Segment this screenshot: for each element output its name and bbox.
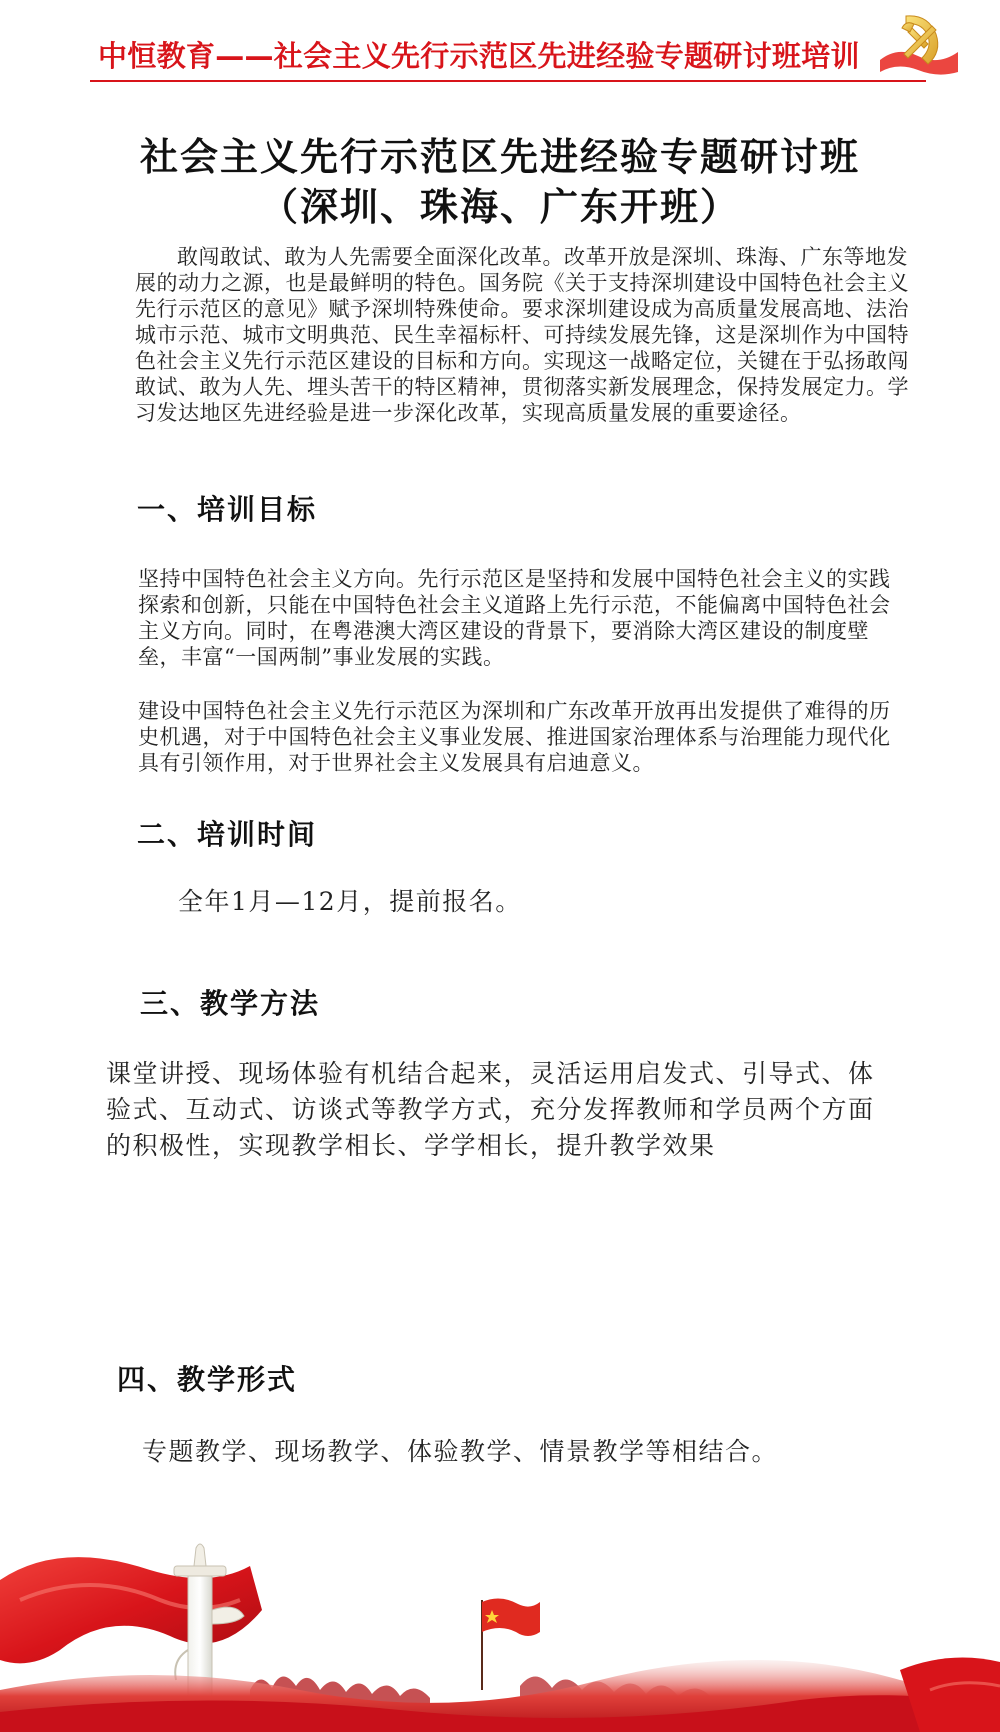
party-emblem-icon (876, 6, 960, 78)
document-title-line1: 社会主义先行示范区先进经验专题研讨班 (139, 134, 860, 179)
methods-text: 课堂讲授、现场体验有机结合起来，灵活运用启发式、引导式、体验式、互动式、访谈式等教学方式，充分发挥教师和学员两个方面的积极性，实现教学相长、学学相长，提升教学效果 (106, 1059, 875, 1160)
page-header (0, 0, 1000, 92)
goals-paragraph-1: 坚持中国特色社会主义方向。先行示范区是坚持和发展中国特色社会主义的实践探索和创新，只能在中国特色社会主义道路上先行示范，不能偏离中国特色社会主义方向。同时，在粤港澳大湾区建设的背景下，要消除大湾区建设的制度壁垒，丰富“一国两制”事业发展的实践。 (138, 567, 891, 669)
document-title-line2: （深圳、珠海、广东开班） (259, 184, 740, 229)
section-heading-time: 二、培训时间 (137, 818, 318, 851)
intro-paragraph: 敢闯敢试、敢为人先需要全面深化改革。改革开放是深圳、珠海、广东等地发展的动力之源，也是最鲜明的特色。国务院《关于支持深圳建设中国特色社会主义先行示范区的意见》赋予深圳特殊使命。要求深圳建设成为高质量发展高地、法治城市示范、城市文明典范、民生幸福标杆、可持续发展先锋，这是深圳作为中国特色社会主义先行示范区建设的目标和方向。实现这一战略定位，关键在于弘扬敢闯敢试、敢为人先、埋头苦干的特区精神，贯彻落实新发展理念，保持发展定力。学习发达地区先进经验是进一步深化改革，实现高质量发展的重要途径。 (135, 245, 909, 425)
section-heading-methods: 三、教学方法 (140, 987, 321, 1020)
header-title: 中恒教育——社会主义先行示范区先进经验专题研讨班培训 (98, 39, 860, 73)
time-text: 全年1月—12月，提前报名。 (178, 887, 522, 916)
forms-text: 专题教学、现场教学、体验教学、情景教学等相结合。 (142, 1437, 779, 1466)
section-heading-forms: 四、教学形式 (117, 1363, 298, 1396)
red-flag-huabiao-decoration (0, 1540, 1000, 1732)
section-heading-goals: 一、培训目标 (137, 493, 318, 526)
document-title (0, 132, 1000, 232)
header-divider (90, 80, 926, 82)
goals-paragraph-2: 建设中国特色社会主义先行示范区为深圳和广东改革开放再出发提供了难得的历史机遇，对于中国特色社会主义事业发展、推进国家治理体系与治理能力现代化具有引领作用，对于世界社会主义发展具有启迪意义。 (138, 699, 891, 775)
